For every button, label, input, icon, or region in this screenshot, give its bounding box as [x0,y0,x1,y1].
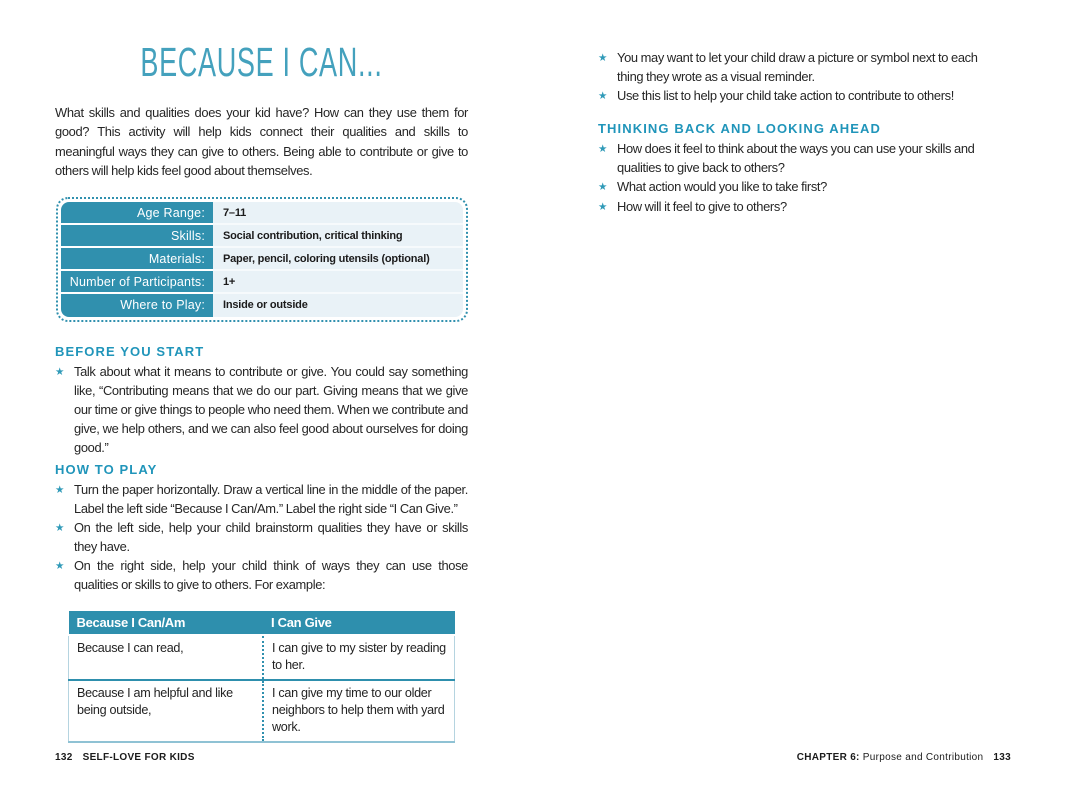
thinking-back-bullets [598,139,991,217]
info-value: Inside or outside [213,294,463,317]
section-heading-thinking-back: THINKING BACK AND LOOKING AHEAD [598,121,882,136]
bullet-text: How will it feel to give to others? [617,199,787,214]
chapter-label: CHAPTER 6: [796,752,860,763]
footer-right [797,752,1011,763]
info-row-skills [61,225,463,248]
list-item [598,197,991,217]
star-bullet-icon [55,480,74,518]
activity-info-box-inner [61,202,463,317]
bullet-text: Use this list to help your child take action to contribute to others! [617,88,954,103]
table-cell: I can give to my sister by reading to her. [263,635,455,680]
footer-left [55,752,195,763]
continued-bullets [598,48,991,106]
bullet-text: How does it feel to think about the ways you can use your skills and qualities to give back to others? [617,141,975,175]
page-number-left: 132 [55,752,73,763]
bullet-text: Talk about what it means to contribute or give. You could say something like, “Contributing means that we do our part. Giving means that we give our time or give things to people who need them. When we contribute and give, we help others, and we can also feel good about ourselves for doing good.” [74,364,468,455]
bullet-text: You may want to let your child draw a picture or symbol next to each thing they wrote as a visual reminder. [617,50,978,84]
book-title: SELF-LOVE FOR KIDS [82,752,195,763]
info-label: Where to Play: [61,294,213,317]
info-label: Number of Participants: [61,271,213,294]
page-right [598,0,991,800]
star-bullet-icon [598,197,617,217]
star-bullet-icon [55,518,74,556]
star-bullet-icon [55,556,74,594]
star-bullet-icon [598,86,617,106]
table-cell: Because I am helpful and like being outside, [69,680,263,742]
table-row [69,680,455,742]
info-label: Materials: [61,248,213,271]
intro-paragraph: What skills and qualities does your kid have? How can they use them for good? This activity will help kids connect their qualities and skills to meaningful ways they can give to others. Being able to contribute or give to others will help kids feel good about themselves. [55,105,468,178]
table-header-cell: I Can Give [263,611,455,635]
page-left [55,0,468,800]
star-bullet-icon [55,362,74,457]
info-label: Skills: [61,225,213,248]
list-item [598,86,991,106]
title-wrap [55,40,468,85]
info-label: Age Range: [61,202,213,225]
bullet-text: On the left side, help your child brainstorm qualities they have or skills they have. [74,520,468,554]
info-row-age-range [61,202,463,225]
info-row-participants [61,271,463,294]
bullet-text: Turn the paper horizontally. Draw a vertical line in the middle of the paper. Label the left side “Because I Can/Am.” Label the right side “I Can Give.” [74,482,468,516]
list-item [598,177,991,197]
activity-title: BECAUSE I CAN... [140,39,383,85]
chapter-title: Purpose and Contribution [862,752,984,763]
example-table [68,611,455,743]
star-bullet-icon [598,177,617,197]
table-cell: I can give my time to our older neighbors to help them with yard work. [263,680,455,742]
bullet-text: What action would you like to take first? [617,179,827,194]
star-bullet-icon [598,48,617,86]
info-value: 1+ [213,271,463,294]
info-row-materials [61,248,463,271]
bullet-text: On the right side, help your child think of ways they can use those qualities or skills to give to others. For example: [74,558,468,592]
info-value: 7–11 [213,202,463,225]
list-item [55,518,468,556]
table-header-cell: Because I Can/Am [69,611,263,635]
before-you-start-bullets [55,362,468,457]
table-header-row [69,611,455,635]
how-to-play-bullets [55,480,468,594]
list-item [598,139,991,177]
info-value: Social contribution, critical thinking [213,225,463,248]
list-item [598,48,991,86]
page-number-right: 133 [993,752,1011,763]
activity-info-box [56,197,468,322]
table-row [69,635,455,680]
section-heading-before-you-start: BEFORE YOU START [55,344,205,359]
star-bullet-icon [598,139,617,177]
table-cell: Because I can read, [69,635,263,680]
info-value: Paper, pencil, coloring utensils (optional) [213,248,463,271]
info-row-where-to-play [61,294,463,317]
section-heading-how-to-play: HOW TO PLAY [55,462,158,477]
list-item [55,556,468,594]
list-item [55,480,468,518]
list-item [55,362,468,457]
